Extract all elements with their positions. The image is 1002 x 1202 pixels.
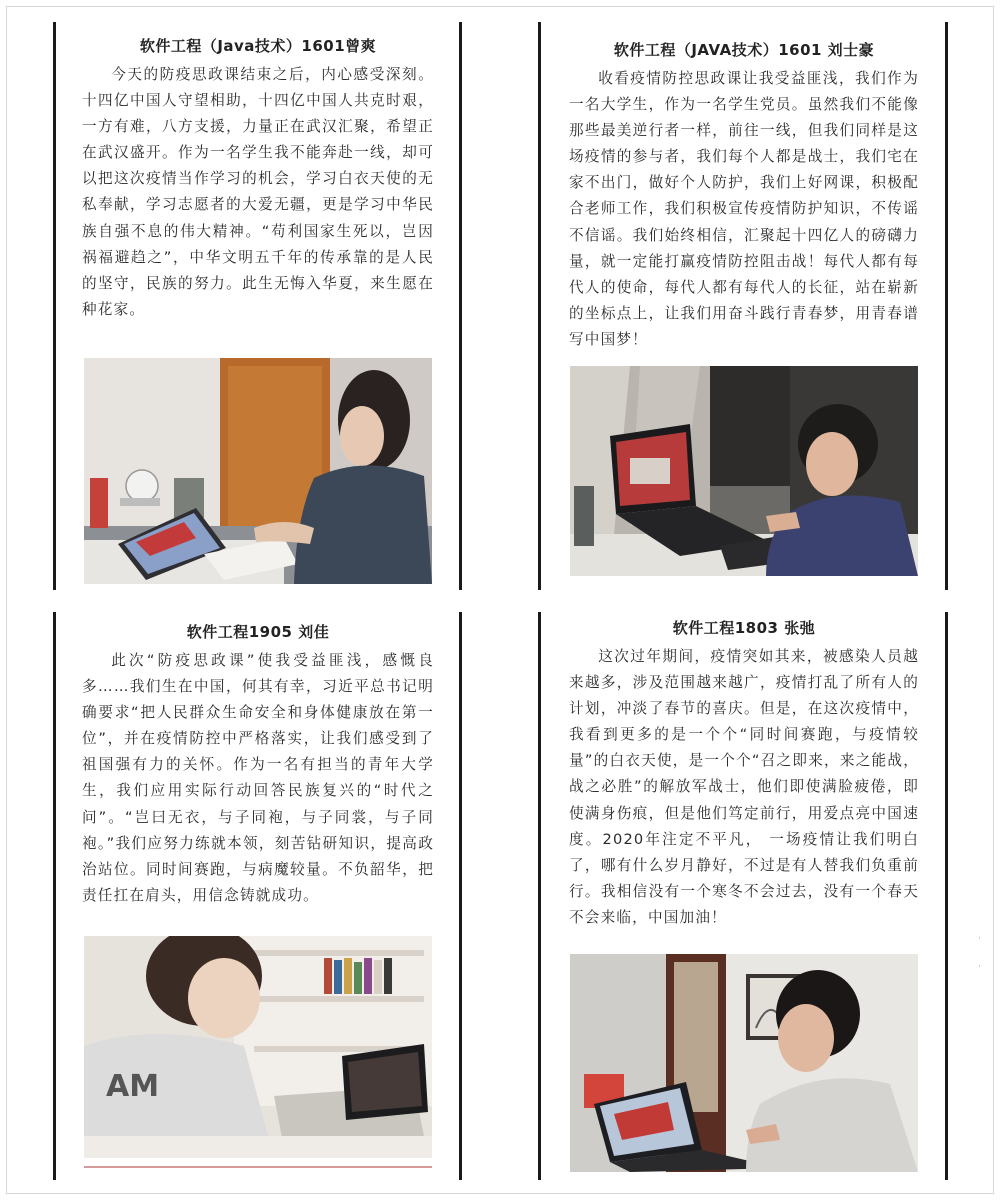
divider-left-top	[53, 22, 56, 590]
divider-right-top	[945, 22, 948, 590]
reflection-panel-1	[82, 36, 434, 323]
scan-mark: ·	[978, 962, 981, 972]
panel-body: 此次“防疫思政课”使我受益匪浅，感慨良多……我们生在中国，何其有幸，习近平总书记明确要求“把人民群众生命安全和身体健康放在第一位”，并在疫情防控中严格落实，让我们感受到了祖国强有力的关怀。作为一名有担当的青年大学生，我们应用实际行动回答民族复兴的“时代之问”。“岂曰无衣，与子同袍，与子同裳，与子同袍。”我们应努力练就本领，刻苦钻研知识，提高政治站位。同时间赛跑，与病魔较量。不负韶华，把责任扛在肩头，用信念铸就成功。	[82, 652, 434, 904]
panel-title: 软件工程1905 刘佳	[186, 623, 330, 641]
scan-mark: ·	[978, 934, 981, 944]
photo-student-desk	[84, 936, 432, 1158]
divider-mid-right-bottom	[538, 612, 541, 1180]
photo-student-tablet	[84, 358, 432, 584]
reflection-panel-4	[569, 618, 919, 931]
divider-left-bottom	[53, 612, 56, 1180]
photo-student-kitchen	[570, 954, 918, 1172]
divider-mid-left-top	[459, 22, 462, 590]
svg-text:AM: AM	[106, 1069, 160, 1104]
panel-body: 这次过年期间，疫情突如其来，被感染人员越来越多，涉及范围越来越广，疫情打乱了所有人的计划，冲淡了春节的喜庆。但是，在这次疫情中，我看到更多的是一个个“同时间赛跑，与疫情较量”的白衣天使，是一个个“召之即来，来之能战，战之必胜”的解放军战士，他们即使满脸疲倦，即使满身伤痕，但是他们笃定前行，用爱点亮中国速度。2020年注定不平凡， 一场疫情让我们明白了，哪有什么岁月静好，不过是有人替我们负重前行。我相信没有一个寒冬不会过去，没有一个春天不会来临，中国加油！	[569, 648, 919, 926]
panel-body: 今天的防疫思政课结束之后，内心感受深刻。十四亿中国人守望相助，十四亿中国人共克时艰，一方有难，八方支援，力量正在武汉汇聚，希望正在武汉盛开。作为一名学生我不能奔赴一线，却可以把这次疫情当作学习的机会，学习白衣天使的无私奉献，学习志愿者的大爱无疆，更是学习中华民族自强不息的伟大精神。“苟利国家生死以，岂因祸福避趋之”，中华文明五千年的传承靠的是人民的坚守，民族的努力。此生无悔入华夏，来生愿在种花家。	[82, 66, 434, 318]
panel-title: 软件工程1803 张弛	[672, 619, 816, 637]
panel-body: 收看疫情防控思政课让我受益匪浅，我们作为一名大学生，作为一名学生党员。虽然我们不能像那些最美逆行者一样，前往一线，但我们同样是这场疫情的参与者，我们每个人都是战士，我们宅在家不出门，做好个人防护，我们上好网课，积极配合老师工作，我们积极宣传疫情防护知识，不传谣不信谣。我们始终相信，汇聚起十四亿人的磅礴力量，就一定能打赢疫情防控阻击战！每代人都有每代人的使命，每代人都有每代人的长征，站在崭新的坐标点上，让我们用奋斗践行青春梦，用青春谱写中国梦！	[569, 70, 919, 348]
panel-title: 软件工程（JAVA技术）1601 刘士豪	[613, 41, 875, 59]
photo-student-laptop	[570, 366, 918, 576]
reflection-panel-2	[569, 40, 919, 353]
reflection-panel-3	[82, 622, 434, 909]
accent-line	[84, 1166, 432, 1168]
panel-title: 软件工程（Java技术）1601曾爽	[139, 37, 377, 55]
divider-mid-right-top	[538, 22, 541, 590]
divider-mid-left-bottom	[459, 612, 462, 1180]
divider-right-bottom	[945, 612, 948, 1180]
